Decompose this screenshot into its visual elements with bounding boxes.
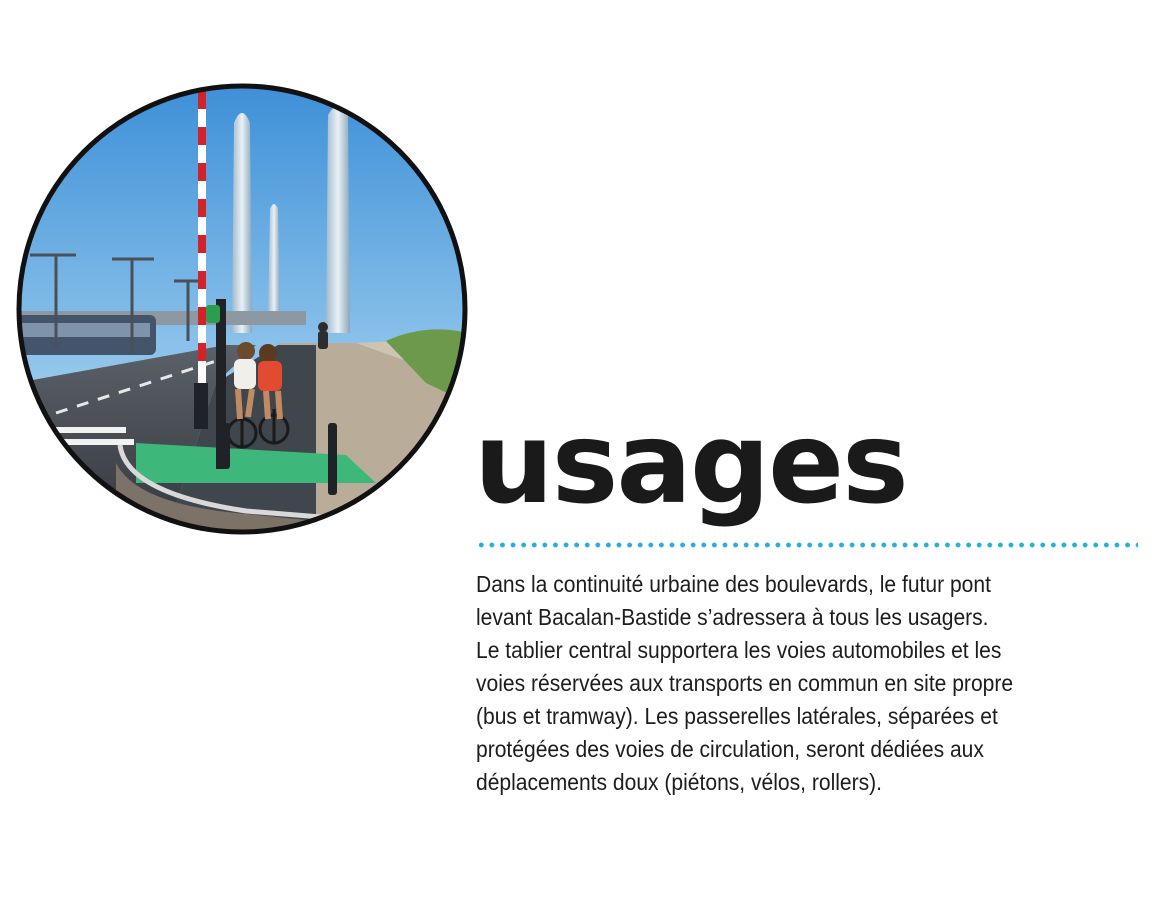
paragraph-line: protégées des voies de circulation, seront dédiées aux	[476, 736, 984, 762]
bridge-photo	[16, 83, 468, 535]
paragraph-line: Le tablier central supportera les voies automobiles et les	[476, 637, 1002, 663]
dotted-divider	[476, 541, 1138, 549]
paragraph-line: déplacements doux (piétons, vélos, rollers).	[476, 769, 883, 795]
paragraph-line: voies réservées aux transports en commun en site propre	[476, 670, 1014, 696]
body-paragraph	[476, 568, 1097, 799]
paragraph-line: levant Bacalan-Bastide s’adressera à tous les usagers.	[476, 604, 989, 630]
paragraph-line: Dans la continuité urbaine des boulevards, le futur pont	[476, 571, 991, 597]
paragraph-line: (bus et tramway). Les passerelles latérales, séparées et	[476, 703, 998, 729]
section-heading: usages	[474, 399, 907, 529]
